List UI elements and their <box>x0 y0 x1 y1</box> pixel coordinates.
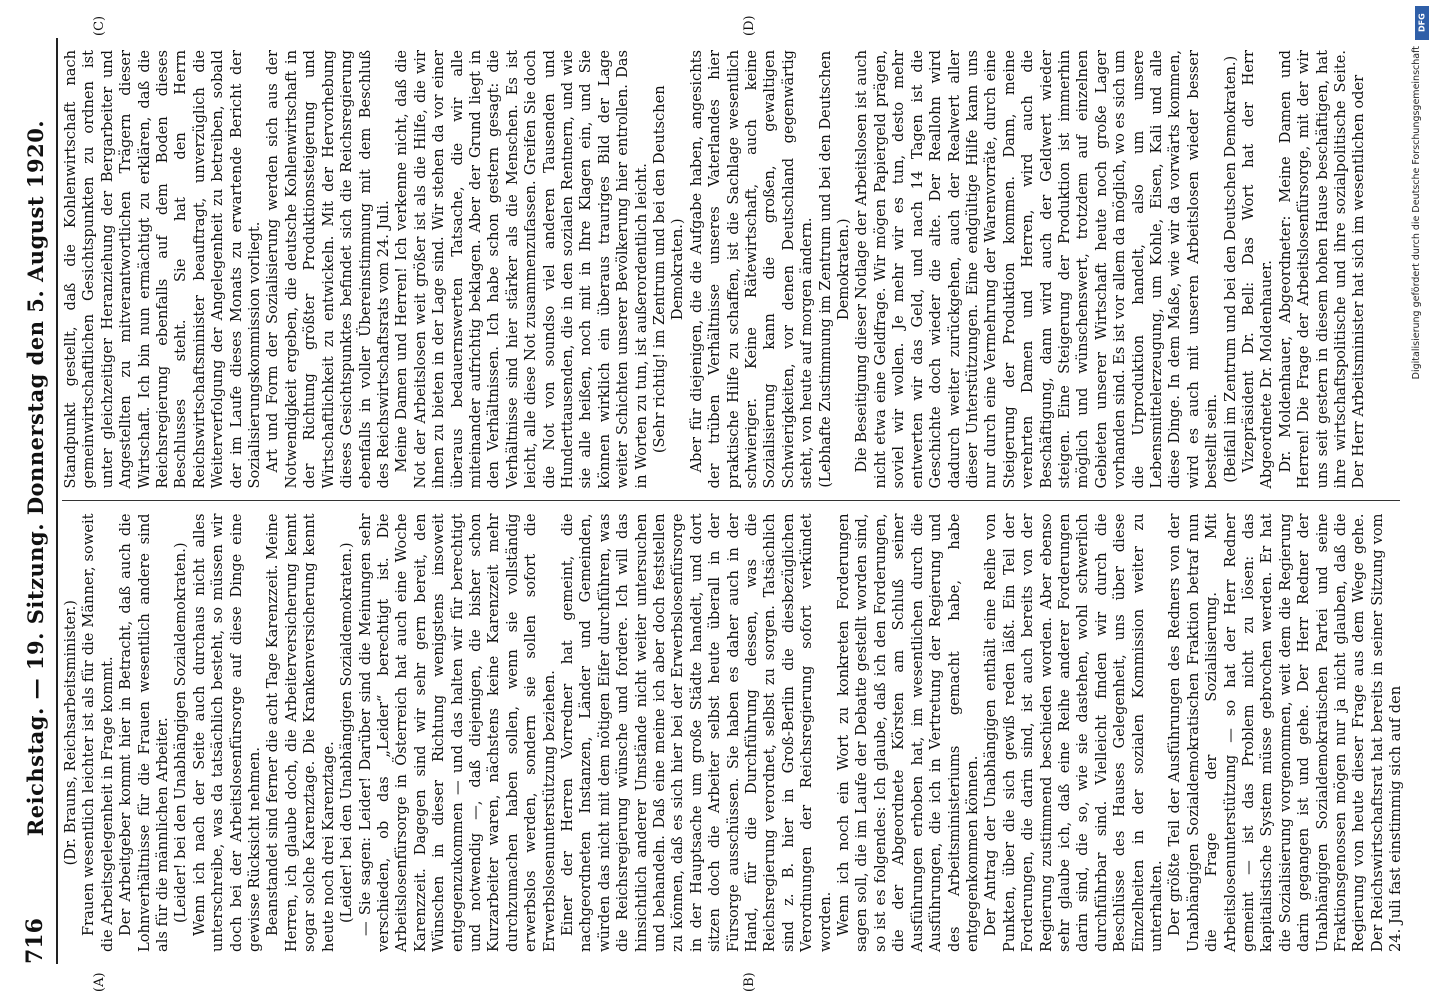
digitization-note: Digitalisierung gefördert durch die Deutsche Forschungsgemeinschaft <box>1411 46 1422 380</box>
margin-mark-a: (A) <box>92 972 107 992</box>
paragraph: Frauen wesentlich leichter ist als für die Männer, soweit die Arbeitsgelegenheit in Frage kommt. <box>80 513 116 952</box>
margin-mark-d: (D) <box>742 15 757 36</box>
paragraph: Beanstandet sind ferner die acht Tage Karenzzeit. Meine Herren, ich glaube doch, die Arbeiterversicherung kennt sogar solche Karenztage. Die Krankenversicherung kennt heute noch drei Karenztage. <box>264 513 337 952</box>
paragraph: Die Beseitigung dieser Notlage der Arbeitslosen ist auch nicht etwa eine Geldfrage. Wir mögen Papiergeld prägen, soviel wir wollen. Je mehr wir es tun, desto mehr entwerten wir das Geld, und nach 14 Tagen ist die Geschichte doch wieder die alte. Der Reallohn wird dadurch weiter zurückgehen, auch der Realwert aller dieser Unterstützungen. Eine endgültige Hilfe kann uns nur durch eine Vermehrung der Warenvorräte, durch eine Steigerung der Produktion kommen. Dann, meine verehrten Damen und Herren, wird auch die Beschäftigung, dann wird auch der Geldwert wieder steigen. Eine Steigerung der Produktion ist immerhin möglich und wünschenswert, trotzdem auf einzelnen Gebieten unserer Wirtschaft heute noch große Lager vorhanden sind. Es ist vor allem da möglich, wo es sich um die Urproduktion handelt, also um unsere Lebensmittelerzeugung, um Kohle, Eisen, Kali und alle diese Dinge. In dem Maße, wie wir da vorwärts kommen, wird es auch mit unseren Arbeitslosen wieder besser bestellt sein. <box>853 50 1221 489</box>
left-column <box>62 502 1405 965</box>
page-number: 716 <box>22 918 48 964</box>
paragraph: Vizepräsident Dr. Bell: Das Wort hat der Herr Abgeordnete Dr. Moldenhauer. <box>1240 50 1276 489</box>
paragraph: Art und Form der Sozialisierung werden sich aus der Notwendigkeit ergeben, die deutsche Kohlenwirtschaft in der Richtung größter Produktionssteigerung und Wirtschaftlichkeit zu entwickeln. Mit der Hervorhebung dieses Gesichtspunktes befindet sich die Reichsregierung ebenfalls in voller Übereinstimmung mit dem Beschluß des Reichswirtschaftsrats vom 24. Juli. <box>264 50 392 489</box>
paragraph: Standpunkt gestellt, daß die Kohlenwirtschaft nach gemeinwirtschaftlichen Gesichtspunkten zu ordnen ist unter gleichzeitiger Heranziehung der Bergarbeiter und Angestellten zu mitverantwortlichen Trägern dieser Wirtschaft. Ich bin nun ermächtigt zu erklären, daß die Reichsregierung ebenfalls auf dem Boden dieses Beschlusses steht. Sie hat den Herrn Reichswirtschaftsminister beauftragt, unverzüglich die Weiterverfolgung der Angelegenheit zu betreiben, sobald der im Laufe dieses Monats zu erwartende Bericht der Sozialisierungskommission vorliegt. <box>62 50 264 489</box>
side-margin <box>1410 0 1434 1000</box>
interjection: (Beifall im Zentrum und bei den Deutschen Demokraten.) <box>1221 55 1239 483</box>
page-title: Reichstag. — 19. Sitzung. Donnerstag den 5. August 1920. <box>22 119 48 837</box>
paragraph: Der Antrag der Unabhängigen enthält eine Reihe von Punkten, über die sich gewiß reden läßt. Ein Teil der Forderungen, die darin sind, ist auch bereits von der Regierung zustimmend beschieden worden. Aber ebenso sehr glaube ich, daß eine Reihe anderer Forderungen darin sind, die so, wie sie dastehen, wohl schwerlich durchführbar sind. Vielleicht finden wir durch die Beschlüsse des Hauses Gelegenheit, uns über diese Einzelheiten in der sozialen Kommission weiter zu unterhalten. <box>982 513 1165 952</box>
paragraph: Dr. Moldenhauer, Abgeordneter: Meine Damen und Herren! Die Frage der Arbeitslosenfürsorge, mit der wir uns seit gestern in diesem hohen Hause beschäftigen, hat ihre wirtschaftspolitische und ihre sozialpolitische Seite. Der Herr Arbeitsminister hat sich im wesentlichen oder <box>1276 50 1368 489</box>
paragraph: Wenn ich nach der Seite auch durchaus nicht alles unterschreibe, was da tatsächlich besteht, so müssen wir doch bei der Arbeitslosenfürsorge auf diese Dinge eine gewisse Rücksicht nehmen. <box>190 513 264 952</box>
text-columns <box>62 38 1405 964</box>
page-header <box>14 38 58 964</box>
paragraph: Einer der Herren Vorredner hat gemeint, die nachgeordneten Instanzen, Länder und Gemeinden, würden das nicht mit dem nötigen Eifer durchführen, was die Reichsregierung wünsche und fordere. Ich will das hinsichtlich anderer Umstände nicht weiter untersuchen und behandeln. Daß eine meine ich aber doch feststellen zu können, daß es sich hier bei der Erwerbslosenfürsorge in der Hauptsache um große Städte handelt, und dort sitzen doch die Arbeiter selbst heute überall in der Fürsorge ausschüssen. Sie haben es daher auch in der Hand, für die Durchführung dessen, was die Reichsregierung verordnet, selbst zu sorgen. Tatsächlich sind z. B. hier in Groß-Berlin die diesbezüglichen Verordnungen der Reichsregierung sofort verkündet worden. <box>558 513 834 952</box>
interjection: (Sehr richtig! im Zentrum und bei den Deutschen Demokraten.) <box>651 85 687 454</box>
paragraph: Aber für diejenigen, die die Aufgabe haben, angesichts der trüben Verhältnisse unseres Vaterlandes hier praktische Hilfe zu schaffen, ist die Sachlage wesentlich schwieriger. Keine Rätewirtschaft, auch keine Sozialisierung kann die großen, gewaltigen Schwierigkeiten, vor denen Deutschland gegenwärtig steht, von heute auf morgen ändern. <box>687 50 816 489</box>
interjection: (Dr. Brauns, Reichsarbeitsminister.) <box>62 600 79 866</box>
interjection: (Leider! bei den Unabhängigen Sozialdemokraten.) <box>172 542 190 924</box>
margin-mark-b: (B) <box>742 972 757 992</box>
paragraph: Der größte Teil der Ausführungen des Redners von der Unabhängigen Sozialdemokratischen Fraktion betraf nun die Frage der Sozialisierung. Mit Arbeitslosenunterstützung — so hat der Herr Redner gemeint — ist das Problem nicht zu lösen: das kapitalistische System müsse gebrochen werden. Er hat die Sozialisierung vorgenommen, weit dem die Regierung darin gegangen ist und gehe. Der Herr Redner der Unabhängigen Sozialdemokratischen Partei und seine Fraktionsgenossen mögen nur ja nicht glauben, daß die Regierung von heute dieser Frage aus dem Wege gehe. Der Reichswirtschaftsrat hat bereits in seiner Sitzung vom 24. Juli fast einstimmig sich auf den <box>1166 513 1405 952</box>
paragraph: Der Arbeitgeber kommt hier in Betracht, daß auch die Lohnverhältnisse für die Frauen wesentlich andere sind als für die männlichen Arbeiter. <box>117 513 172 952</box>
margin-mark-c: (C) <box>92 15 107 36</box>
interjection: (Lebhafte Zustimmung im Zentrum und bei den Deutschen Demokraten.) <box>816 50 853 488</box>
paragraph: Meine Damen und Herren! Ich verkenne nicht, daß die Not der Arbeitslosen weit größer ist als die Hilfe, die wir ihnen zu bieten in der Lage sind. Wir stehen da vor einer überaus bedauernswerten Tatsache, die wir alle miteinander aufrichtig beklagen. Aber der Grund liegt in den Verhältnissen. Ich habe schon gestern gesagt: die Verhältnisse sind hier stärker als die Menschen. Es ist leicht, alle diese Not zusammenzufassen. Greifen Sie doch die Not von soundso viel anderen Tausenden und Hunderttausenden, die in den sozialen Rentnern, und wie sie alle heißen, noch mit in Ihre Klagen ein, und Sie können wirklich ein überaus trauriges Bild der Lage weiter Schichten unserer Bevölkerung hier entrollen. Das in Worten zu tun, ist außerordentlich leicht. <box>393 50 650 489</box>
paragraph: — Sie sagen: Leider! Darüber sind die Meinungen sehr verschieden, ob das „Leider“ berechtigt ist. Die Arbeitslosenfürsorge in Österreich hat auch eine Woche Karenzzeit. Dagegen sind wir sehr gern bereit, den Wünschen in dieser Richtung wenigstens insoweit entgegenzukommen — und das halten wir für berechtigt und notwendig —, daß diejenigen, die bisher schon Kurzarbeiter waren, nächstens keine Karenzzeit mehr durchzumachen haben sollen, wenn sie vollständig erwerbslos werden, sondern sie sollen sofort die Erwerbslosenunterstützung beziehen. <box>356 513 558 952</box>
right-column <box>62 38 1400 502</box>
interjection: (Leider! bei den Unabhängigen Sozialdemokraten.) <box>338 542 356 924</box>
paragraph: Wenn ich noch ein Wort zu konkreten Forderungen sagen soll, die im Laufe der Debatte gestellt worden sind, so ist es folgendes: Ich glaube, daß ich den Forderungen, die der Abgeordnete Körsten am Schluß seiner Ausführungen erhoben hat, im wesentlichen durch die Ausführungen, die ich in Vertretung der Regierung und des Arbeitsministeriums gemacht habe, habe entgegenkommen können. <box>835 513 981 952</box>
dfg-logo: DFG <box>1415 6 1429 40</box>
